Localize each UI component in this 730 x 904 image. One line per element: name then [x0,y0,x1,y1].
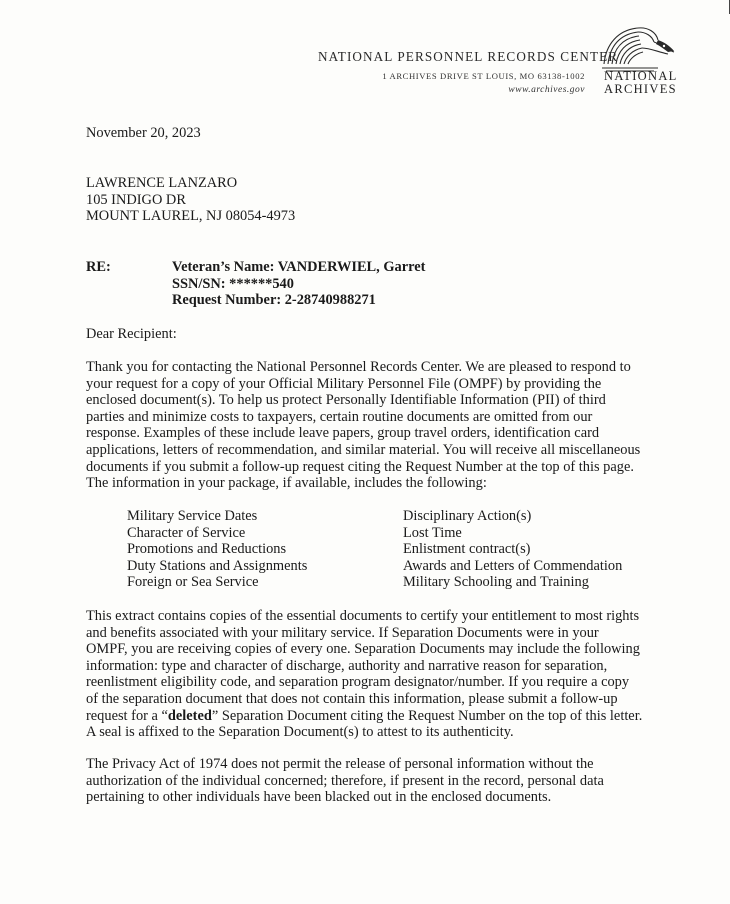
re-block [172,259,425,309]
paragraph-separation-documents [86,608,656,741]
paragraph-line: response. Examples of these include leave papers, group travel orders, identification card [86,425,600,442]
letterhead-address: 1 ARCHIVES DRIVE ST LOUIS, MO 63138-1002 [382,71,585,81]
list-item: Military Schooling and Training [403,574,589,591]
paragraph-line: your request for a copy of your Official Military Personnel File (OMPF) by providing the [86,375,602,392]
letterhead-center-name: NATIONAL PERSONNEL RECORDS CENTER [318,49,619,64]
recipient-street: 105 INDIGO DR [86,191,186,208]
paragraph-line: information: type and character of discharge, authority and narrative reason for separation, [86,657,608,674]
paragraph-line: parties and minimize costs to taxpayers, certain routine documents are omitted from our [86,408,593,425]
letterhead-website: www.archives.gov [508,85,585,95]
list-item: Enlistment contract(s) [403,541,531,558]
paragraph-line: Thank you for contacting the National Personnel Records Center. We are pleased to respond to [86,359,631,375]
national-archives-eagle-logo [598,24,676,72]
text-run: ” Separation Document citing the Request Number on the top of this letter. [211,707,643,724]
paragraph-line: OMPF, you are receiving copies of every one. Separation Documents may include the following [86,641,640,658]
list-item: Disciplinary Action(s) [403,508,532,524]
paragraph-line: A seal is affixed to the Separation Document(s) to attest to its authenticity. [86,724,514,741]
deleted-emphasis: deleted [167,707,212,724]
recipient-name: LAWRENCE LANZARO [86,175,238,191]
paragraph-line: of the separation document that does not contain this information, please submit a follow-up [86,690,618,707]
list-item: Promotions and Reductions [127,541,287,558]
paragraph-line: and benefits associated with your military service. If Separation Documents were in your [86,624,599,641]
paragraph-line: The Privacy Act of 1974 does not permit the release of personal information without the [86,756,594,772]
paragraph-line [86,708,656,725]
paragraph-intro [86,359,656,492]
list-item: Foreign or Sea Service [127,574,259,591]
recipient-city-state-zip: MOUNT LAUREL, NJ 08054-4973 [86,208,296,225]
list-item: Awards and Letters of Commendation [403,557,623,574]
paragraph-line: documents if you submit a follow-up request citing the Request Number at the top of this page. [86,458,634,475]
paragraph-line: The information in your package, if available, includes the following: [86,475,487,492]
re-label: RE: [86,259,111,275]
logo-line-2: ARCHIVES [604,82,677,96]
request-number: Request Number: 2-28740988271 [172,292,376,309]
text-run: request for a “ [86,707,168,724]
paragraph-line: enclosed document(s). To help us protect Personally Identifiable Information (PII) of third [86,392,606,409]
list-item: Duty Stations and Assignments [127,557,308,574]
included-items-right [403,508,622,591]
paragraph-privacy-act [86,756,656,806]
ssn-line: SSN/SN: ******540 [172,275,294,292]
recipient-address [86,175,295,225]
list-item: Character of Service [127,524,246,541]
list-item: Lost Time [403,524,462,541]
paragraph-line: This extract contains copies of the essential documents to certify your entitlement to most rights [86,608,640,624]
paragraph-line: pertaining to other individuals have been blacked out in the enclosed documents. [86,789,552,806]
paragraph-line: authorization of the individual concerned; therefore, if present in the record, personal data [86,772,604,789]
veteran-name: Veteran’s Name: VANDERWIEL, Garret [172,259,426,275]
paragraph-line: applications, letters of recommendation, and similar material. You will receive all miscellaneous [86,441,641,458]
logo-line-1: NATIONAL [604,69,678,83]
letter-date: November 20, 2023 [86,125,201,141]
list-item: Military Service Dates [127,508,258,524]
salutation: Dear Recipient: [86,326,177,342]
included-items-left [127,508,307,591]
paragraph-line: reenlistment eligibility code, and separation program designator/number. If you require a copy [86,674,630,691]
logo-wordmark [604,69,678,96]
